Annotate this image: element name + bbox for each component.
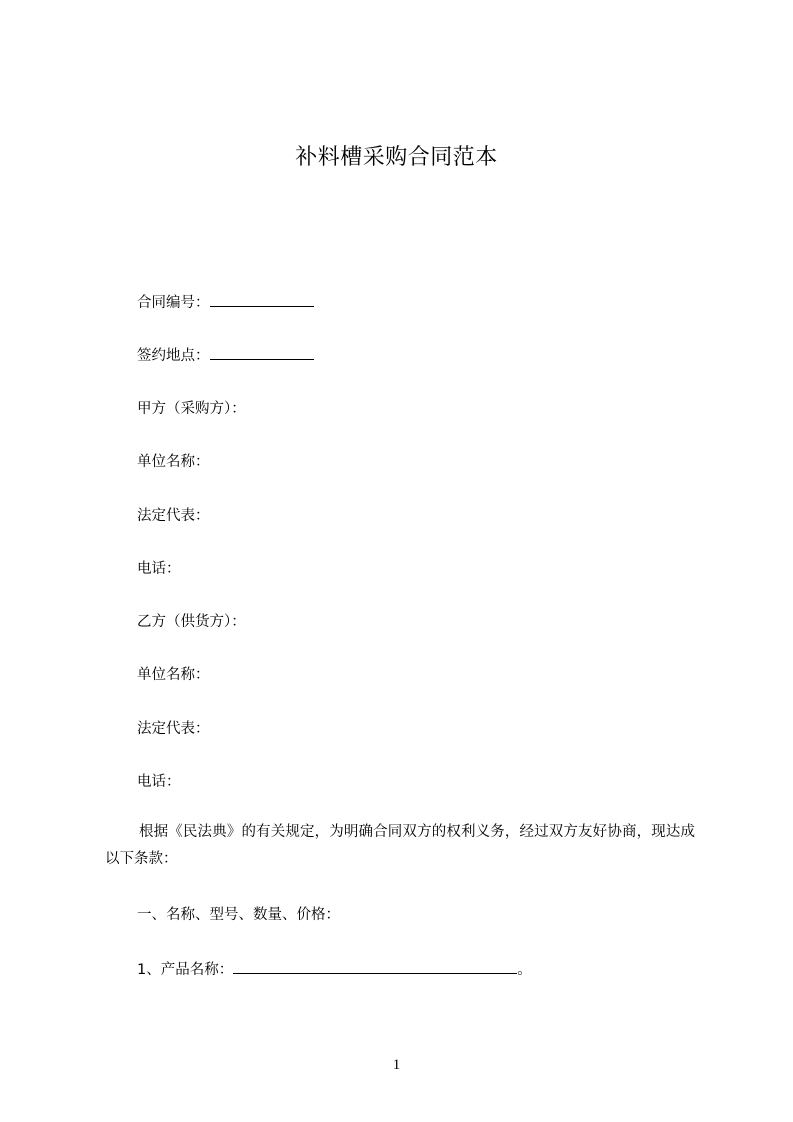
party-a-unit-label: 单位名称： [137, 454, 210, 470]
party-a-phone-label: 电话： [137, 561, 181, 577]
party-b-unit-label: 单位名称： [137, 667, 210, 683]
section-1-heading: 一、名称、型号、数量、价格： [137, 907, 340, 923]
signing-place-label: 签约地点： [137, 348, 210, 364]
contract-number-line [137, 292, 314, 313]
document-title: 补料槽采购合同范本 [295, 145, 498, 170]
party-b-heading: 乙方（供货方）： [137, 614, 246, 630]
party-b-phone-label: 电话： [137, 774, 181, 790]
signing-place-blank [210, 345, 314, 360]
contract-number-blank [210, 292, 314, 307]
preamble-paragraph: 根据《民法典》的有关规定，为明确合同双方的权利义务，经过双方友好协商，现达成以下条款： [105, 824, 695, 867]
party-b-representative-label: 法定代表： [137, 721, 210, 737]
product-name-label: 1、产品名称： [137, 962, 234, 978]
page-number: 1 [392, 1057, 401, 1073]
contract-number-label: 合同编号： [137, 295, 210, 311]
product-name-blank [233, 959, 517, 974]
party-a-heading: 甲方（采购方）： [137, 401, 246, 417]
signing-place-line [137, 345, 314, 366]
product-name-line [137, 959, 532, 980]
product-name-end-mark: 。 [517, 962, 532, 978]
party-a-representative-label: 法定代表： [137, 508, 210, 524]
